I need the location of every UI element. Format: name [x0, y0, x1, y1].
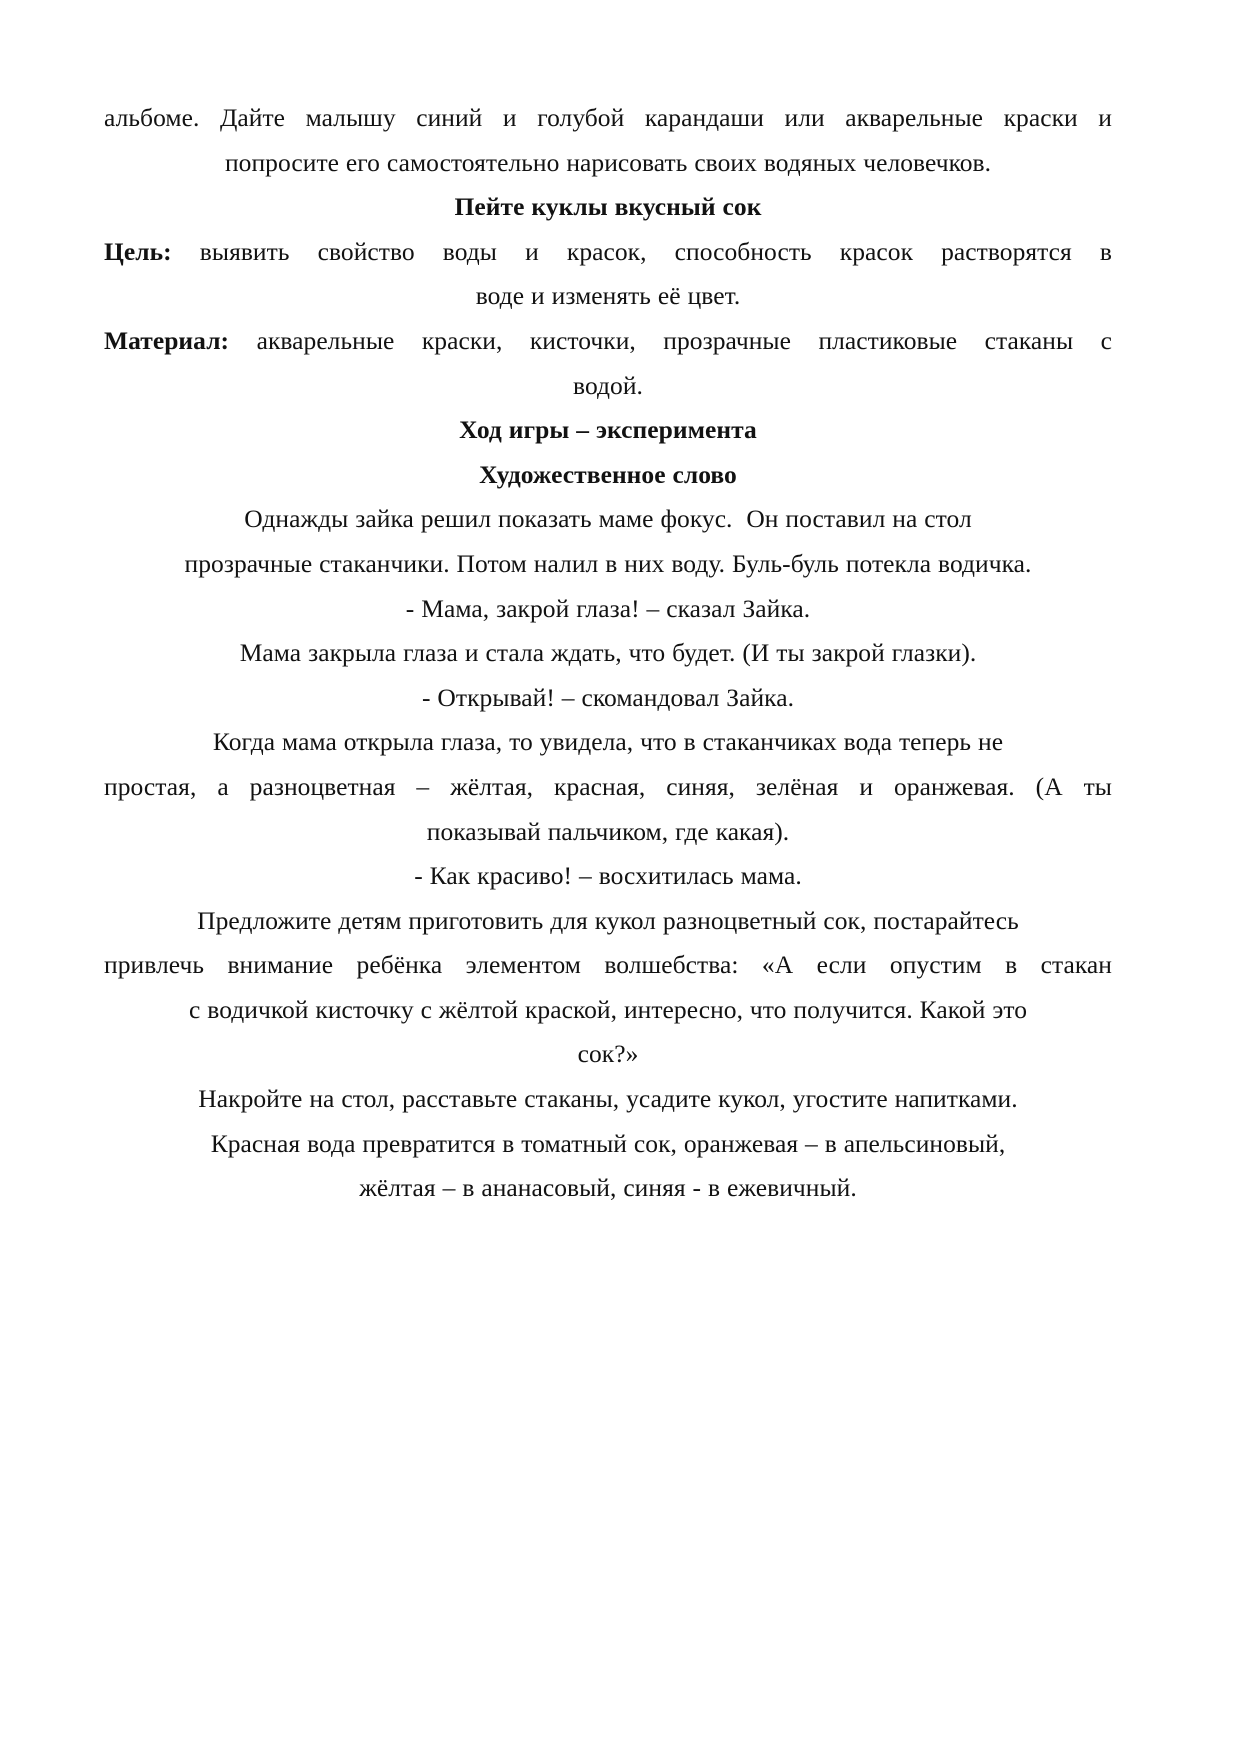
text-line: сок?»: [577, 1039, 639, 1069]
heading-procedure: [104, 408, 1112, 453]
paragraph-album-continuation: [104, 96, 1112, 185]
text-line: показывай пальчиком, где какая).: [426, 816, 790, 846]
paragraph-story-1: [104, 497, 1112, 586]
text-line: Предложите детям приготовить для кукол разноцветный сок, постарайтесь: [197, 905, 1019, 935]
paragraph-instruction-1: [104, 899, 1112, 1077]
paragraph-material: [104, 319, 1112, 408]
goal-label: Цель:: [104, 236, 172, 266]
text-line: Накройте на стол, расставьте стаканы, усадите кукол, угостите напитками.: [198, 1084, 1018, 1114]
text-line: прозрачные стаканчики. Потом налил в них воду. Буль-буль потекла водичка.: [184, 548, 1032, 578]
document-body: [104, 96, 1112, 1211]
text-line: простая, а разноцветная – жёлтая, красная, синяя, зелёная и оранжевая. (А ты: [104, 771, 1112, 801]
paragraph-instruction-3: [104, 1122, 1112, 1211]
text-line: Однажды зайка решил показать маме фокус. Он поставил на стол: [244, 504, 972, 534]
heading-literary-word: [104, 453, 1112, 498]
paragraph-story-3: [104, 720, 1112, 854]
text-line: Мама закрыла глаза и стала ждать, что будет. (И ты закрой глазки).: [239, 638, 977, 668]
heading-activity-title: [104, 185, 1112, 230]
section-heading: Художественное слово: [479, 459, 737, 489]
text-line: альбоме. Дайте малышу синий и голубой карандаши или акварельные краски и: [104, 103, 1112, 132]
text-line: [104, 319, 1112, 364]
text-line: Когда мама открыла глаза, то увидела, что в стаканчиках вода теперь не: [212, 727, 1004, 757]
paragraph-dialogue-3: [104, 854, 1112, 899]
text-line: воде и изменять её цвет.: [475, 281, 741, 311]
paragraph-instruction-2: [104, 1077, 1112, 1122]
text-line: Красная вода превратится в томатный сок, оранжевая – в апельсиновый,: [210, 1128, 1006, 1158]
text-line: жёлтая – в ананасовый, синяя - в ежевичный.: [359, 1173, 857, 1203]
paragraph-dialogue-2: [104, 676, 1112, 721]
text-line: [104, 230, 1112, 275]
section-heading: Ход игры – эксперимента: [459, 415, 757, 445]
text-line: - Мама, закрой глаза! – сказал Зайка.: [405, 593, 811, 623]
text-line: - Открывай! – скомандовал Зайка.: [421, 682, 795, 712]
goal-text: выявить свойство воды и красок, способность красок растворятся в: [171, 236, 1112, 266]
text-line: привлечь внимание ребёнка элементом волшебства: «А если опустим в стакан: [104, 950, 1112, 980]
page-title: Пейте куклы вкусный сок: [454, 192, 762, 222]
text-line: - Как красиво! – восхитилась мама.: [414, 861, 802, 891]
text-line: с водичкой кисточку с жёлтой краской, интересно, что получится. Какой это: [188, 994, 1027, 1024]
text-line: водой.: [573, 370, 643, 400]
paragraph-dialogue-1: [104, 587, 1112, 632]
material-label: Материал:: [104, 325, 230, 355]
material-text: акварельные краски, кисточки, прозрачные пластиковые стаканы с: [229, 325, 1112, 355]
paragraph-goal: [104, 230, 1112, 319]
text-line: попросите его самостоятельно нарисовать своих водяных человечков.: [224, 147, 992, 177]
paragraph-story-2: [104, 631, 1112, 676]
